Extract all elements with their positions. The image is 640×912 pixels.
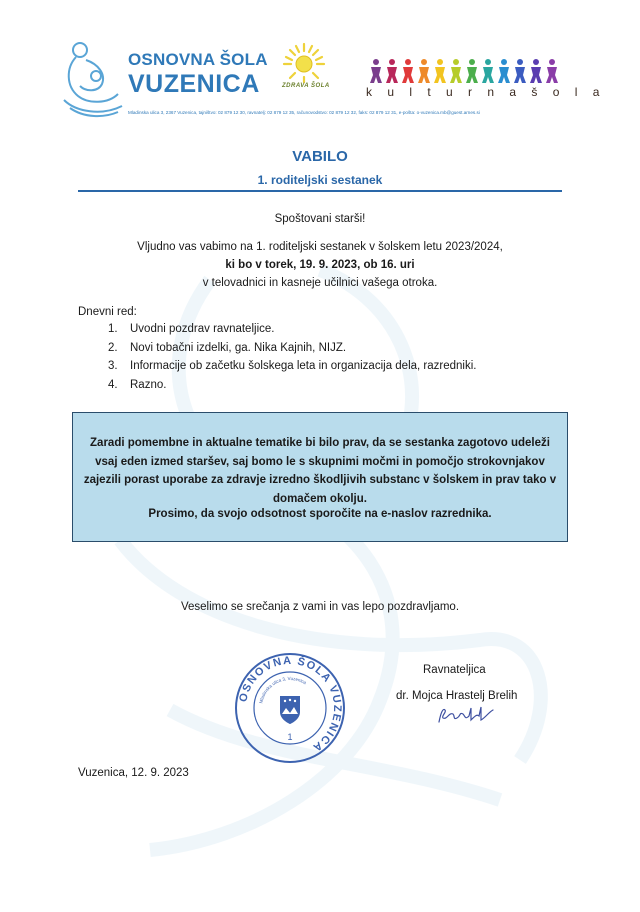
agenda-heading: Dnevni red: [78, 306, 137, 318]
agenda-item-text: Razno. [130, 378, 167, 391]
stamp-number: 1 [287, 732, 293, 742]
agenda-item [108, 379, 476, 398]
agenda-item-text: Informacije ob začetku šolskega leta in organizacija dela, razredniki. [130, 360, 477, 372]
school-name-line2: VUZENICA [128, 70, 260, 98]
agenda-item [108, 342, 476, 361]
agenda-item-text: Uvodni pozdrav ravnateljice. [130, 323, 275, 335]
agenda-item-number: 1. [108, 323, 118, 335]
sun-logo-label: ZDRAVA ŠOLA [282, 83, 330, 89]
agenda-item-text: Novi tobačni izdelki, ga. Nika Kajnih, NIJZ. [130, 341, 347, 354]
stamp-inner-text: Mladinska ulica 3, Vuzenica [258, 675, 308, 704]
agenda-item-number: 4. [108, 378, 118, 391]
school-name-line1: OSNOVNA ŠOLA [128, 50, 268, 69]
agenda-list [108, 323, 476, 397]
title-divider [78, 190, 562, 192]
handwritten-signature-icon [435, 704, 497, 726]
school-logo-icon [58, 38, 126, 120]
stamp-outer-text: OSNOVNA ŠOLA VUZENICA [237, 654, 344, 755]
agenda-item [108, 323, 476, 342]
date-place: Vuzenica, 12. 9. 2023 [78, 767, 189, 779]
intro-line-2-date: ki bo v torek, 19. 9. 2023, ob 16. uri [225, 259, 415, 271]
intro-line-3-location: v telovadnici in kasneje učilnici vašega otroka. [202, 277, 438, 289]
notice-paragraph: Zaradi pomembne in aktualne tematike bi bilo prav, da se sestanka zagotovo udeleži vsaj eden izmed staršev, saj bomo le s skupnimi močmi in pomočjo strokovnjakov zajezili porast uporabe za zdravje izredno škodljivih substanc v šolskem in prav tako v domačem okolju. [83, 437, 557, 505]
signer-role: Ravnateljica [423, 664, 486, 676]
school-contact-line: Mladinska ulica 3, 2367 Vuzenica, tajništvo: 02 879 12 30, ravnatelj: 02 879 12 35, računovodstvo: 02 879 12 32, faks: 02 879 12 31, e-pošta: o-vuzenica.mb@guest.arnes.si [128, 110, 480, 115]
document-subtitle: 1. roditeljski sestanek [257, 173, 383, 187]
greeting: Spoštovani starši! [274, 213, 366, 225]
intro-line-1: Vljudno vas vabimo na 1. roditeljski sestanek v šolskem letu 2023/2024, [137, 241, 503, 253]
signer-name: dr. Mojca Hrastelj Brelih [396, 690, 518, 702]
notice-absence-request: Prosimo, da svojo odsotnost sporočite na e-naslov razrednika. [148, 508, 492, 520]
kultura-logo-text: k u l t u r n a š o l a [366, 85, 606, 99]
people-row-icon [368, 58, 568, 84]
closing-sentence: Veselimo se srečanja z vami in vas lepo pozdravljamo. [180, 601, 460, 613]
school-seal-icon [234, 652, 346, 764]
agenda-item-number: 2. [108, 341, 118, 354]
agenda-item-number: 3. [108, 360, 118, 372]
document-title: VABILO [292, 148, 348, 165]
agenda-item [108, 360, 476, 379]
